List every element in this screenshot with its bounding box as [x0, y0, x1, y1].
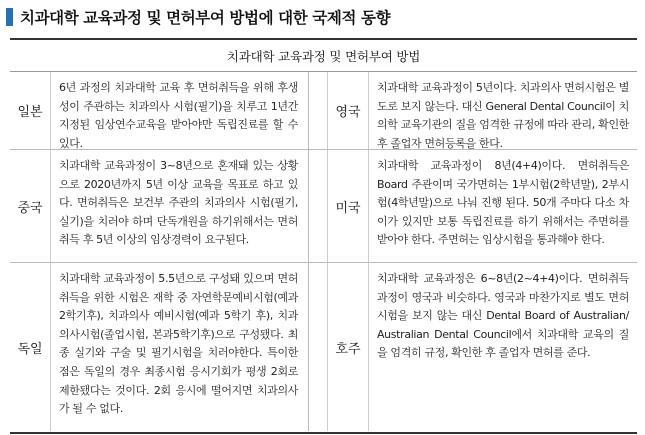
country-label-japan: 일본 [17, 105, 43, 120]
heading-marker [6, 8, 13, 26]
comparison-table [10, 38, 637, 434]
country-description-germany: 치과대학 교육과정이 5.5년으로 구성돼 있으며 면허취득을 위한 시험은 재학 중 자연학문예비시험(예과 2학기후), 치과의사 예비시험(예과 5학기 후), 치과의사시험(졸업시험, 본과5학기후)으로 구성됐다. 최종 실기와 구술 및 필기시험을 치러야한다. 특이한 점은 독일의 경우 최종시험 응시기회가 평생 2회로 제한됐다는 것이다. 2회 응시에 떨어지면 치과의사가 될 수 없다. [50, 263, 308, 431]
country-label-australia: 호주 [327, 263, 368, 431]
country-description-china: 치과대학 교육과정이 3~8년으로 혼재돼 있는 상황으로 2020년까지 5년 이상 교육을 목표로 하고 있다. 면허취득은 보건부 주관의 치과의사 시험(필기, 실기)을 치러야 하며 단독개원을 하기위해서는 면허취득 후 5년 이상의 임상경력이 요구된다. [50, 150, 308, 262]
table-row [10, 150, 637, 263]
page-heading [6, 6, 390, 28]
table-header: 치과대학 교육과정 및 면허부여 방법 [10, 40, 637, 72]
column-divider [308, 72, 327, 149]
column-divider [308, 150, 327, 262]
table-row [10, 263, 637, 431]
country-description-australia: 치과대학 교육과정은 6~8년(2~4+4)이다. 면허취득 과정이 영국과 비슷하다. 영국과 마찬가지로 별도 면허시험을 보지 않는 대신 Dental Board of Australian/ Australian Dental Council에서 치과대학 교육의 질을 엄격히 규정, 확인한 후 졸업자 면허를 준다. [368, 263, 639, 431]
country-description-uk: 치과대학 교육과정이 5년이다. 치과의사 면허시험은 별도로 보지 않는다. 대신 General Dental Council이 치의학 교육기관의 질을 엄격한 규정에 따라 관리, 확인한 후 졸업자 면허등록을 한다. [368, 72, 639, 149]
page-title: 치과대학 교육과정 및 면허부여 방법에 대한 국제적 동향 [20, 9, 391, 27]
country-label-germany: 독일 [17, 341, 43, 357]
country-label-uk: 영국 [327, 72, 368, 149]
country-label-usa: 미국 [327, 150, 368, 262]
table-row [10, 72, 637, 150]
country-description-japan: 6년 과정의 치과대학 교육 후 면허취득을 위해 후생성이 주관하는 치과의사 시험(필기)을 치루고 1년간 지정된 임상연수교육을 받아야만 독립진료를 할 수 있다. [50, 72, 308, 149]
column-divider [308, 263, 327, 431]
country-label-china: 중국 [17, 200, 43, 216]
country-description-usa: 치과대학 교육과정이 8년(4+4)이다. 면허취득은 Board 주관이며 국가면허는 1부시험(2학년말), 2부시험(4학년말)으로 나눠 진행 된다. 50개 주마다 다소 차이가 있지만 보통 독립진료를 하기 위해서는 주면허를 받아야 한다. 주면허는 임상시험을 통과해야 한다. [368, 150, 639, 262]
